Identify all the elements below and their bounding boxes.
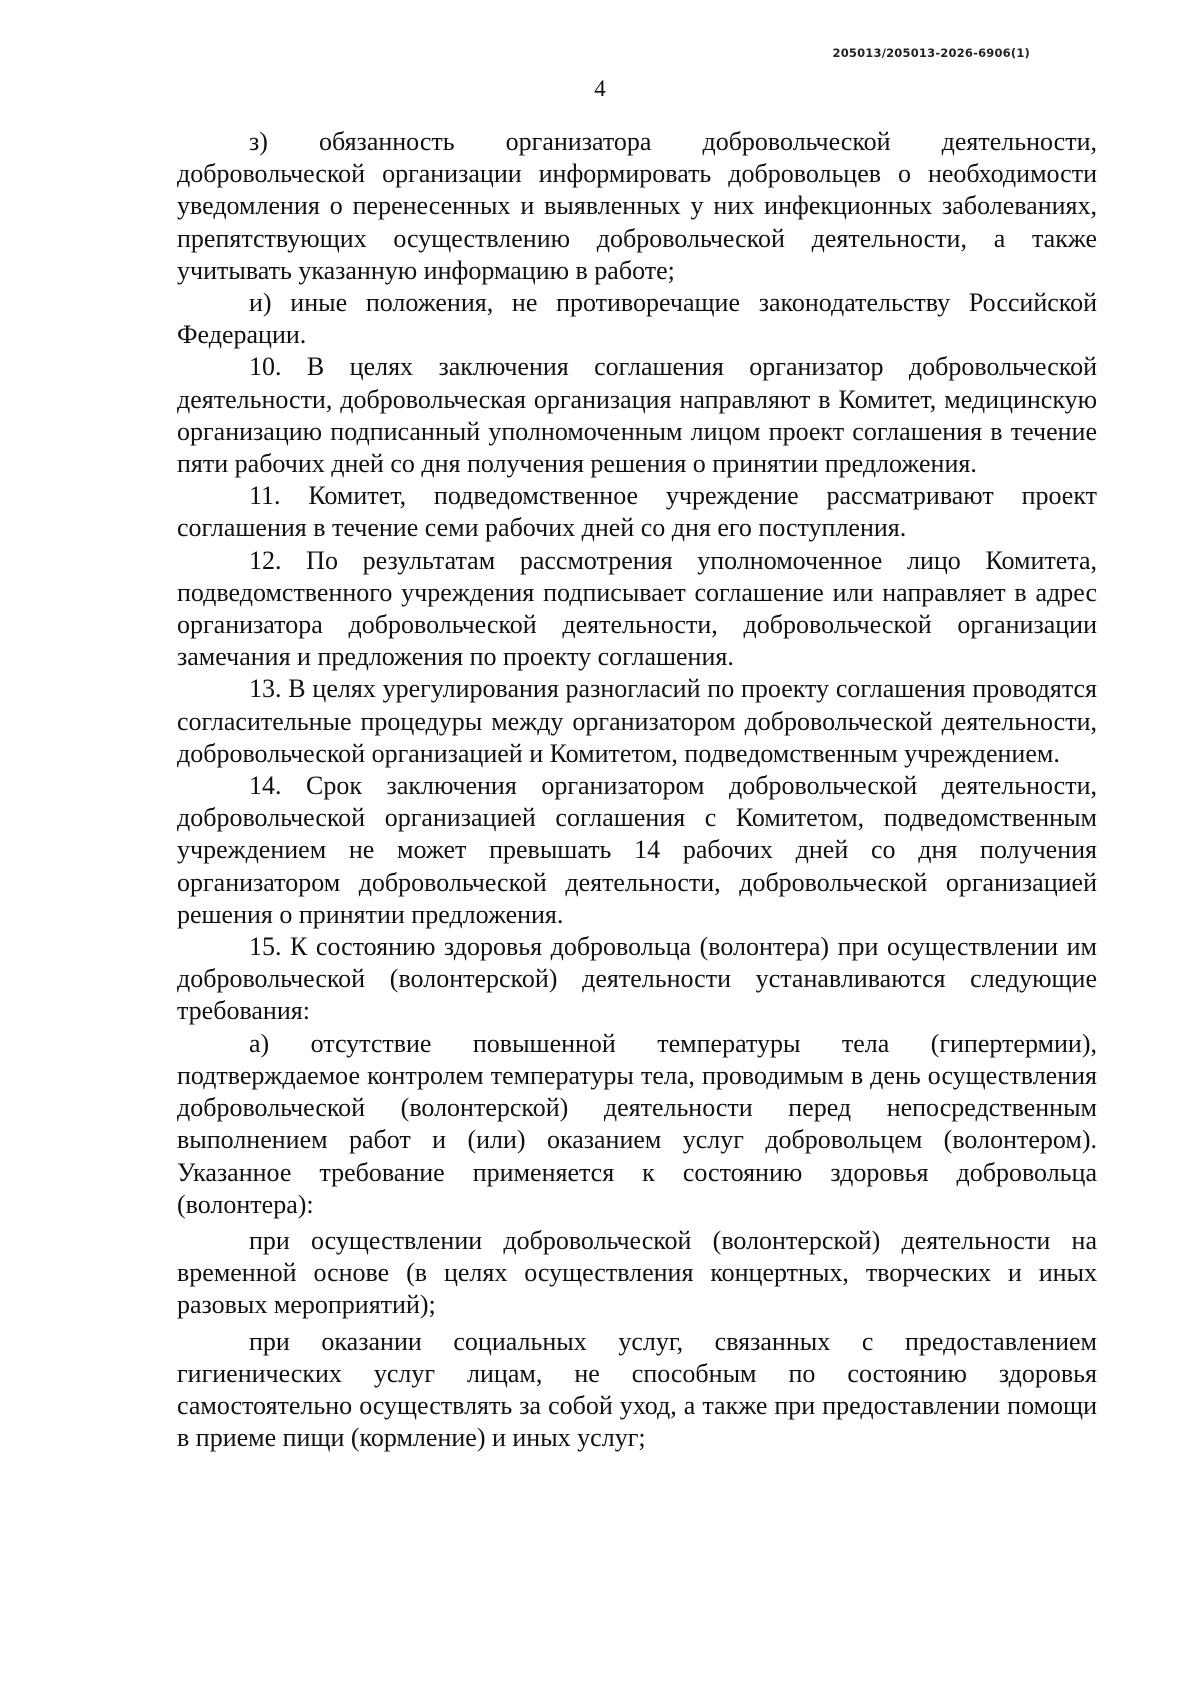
paragraph-item-a: а) отсутствие повышенной температуры тела (гипертермии), подтверждаемое контролем температуры тела, проводимым в день осуществления добровольческой (волонтерской) деятельности перед непосредственным выполнением работ и (или) оказанием услуг добровольцем (волонтером). Указанное требование применяется к состоянию здоровья добровольца (волонтера): (177, 1028, 1097, 1219)
paragraph-item-z: з) обязанность организатора добровольческой деятельности, добровольческой организации информировать добровольцев о необходимости уведомления о перенесенных и выявленных у них инфекционных заболеваниях, препятствующих осуществлению добровольческой деятельности, а также учитывать указанную информацию в работе; (177, 127, 1097, 285)
paragraph-clause-11: 11. Комитет, подведомственное учреждение рассматривают проект соглашения в течение семи рабочих дней со дня его поступления. (177, 481, 1097, 543)
paragraph-subitem-temporary: при осуществлении добровольческой (волонтерской) деятельности на временной основе (в целях осуществления концертных, творческих и иных разовых мероприятий); (177, 1225, 1097, 1320)
paragraph-item-i: и) иные положения, не противоречащие законодательству Российской Федерации. (177, 288, 1097, 350)
paragraph-clause-10: 10. В целях заключения соглашения организатор добровольческой деятельности, добровольческая организация направляют в Комитет, медицинскую организацию подписанный уполномоченным лицом проект соглашения в течение пяти рабочих дней со дня получения решения о принятии предложения. (177, 352, 1097, 479)
paragraph-clause-13: 13. В целях урегулирования разногласий по проекту соглашения проводятся согласительные процедуры между организатором добровольческой деятельности, добровольческой организацией и Комитетом, подведомственным учреждением. (177, 674, 1097, 768)
paragraph-subitem-social-services: при оказании социальных услуг, связанных с предоставлением гигиенических услуг лицам, не способным по состоянию здоровья самостоятельно осуществлять за собой уход, а также при предоставлении помощи в приеме пищи (кормление) и иных услуг; (177, 1326, 1097, 1453)
document-registration-number: 205013/205013-2026-6906(1) (832, 46, 1030, 60)
document-body (177, 126, 1097, 1454)
paragraph-clause-14: 14. Срок заключения организатором добровольческой деятельности, добровольческой организацией соглашения с Комитетом, подведомственным учреждением не может превышать 14 рабочих дней со дня получения организатором добровольческой деятельности, добровольческой организацией решения о принятии предложения. (177, 771, 1097, 929)
paragraph-clause-15: 15. К состоянию здоровья добровольца (волонтера) при осуществлении им добровольческой (волонтерской) деятельности устанавливаются следующие требования: (177, 932, 1097, 1026)
paragraph-clause-12: 12. По результатам рассмотрения уполномоченное лицо Комитета, подведомственного учреждения подписывает соглашение или направляет в адрес организатора добровольческой деятельности, добровольческой организации замечания и предложения по проекту соглашения. (177, 545, 1097, 672)
page-number: 4 (594, 76, 606, 101)
